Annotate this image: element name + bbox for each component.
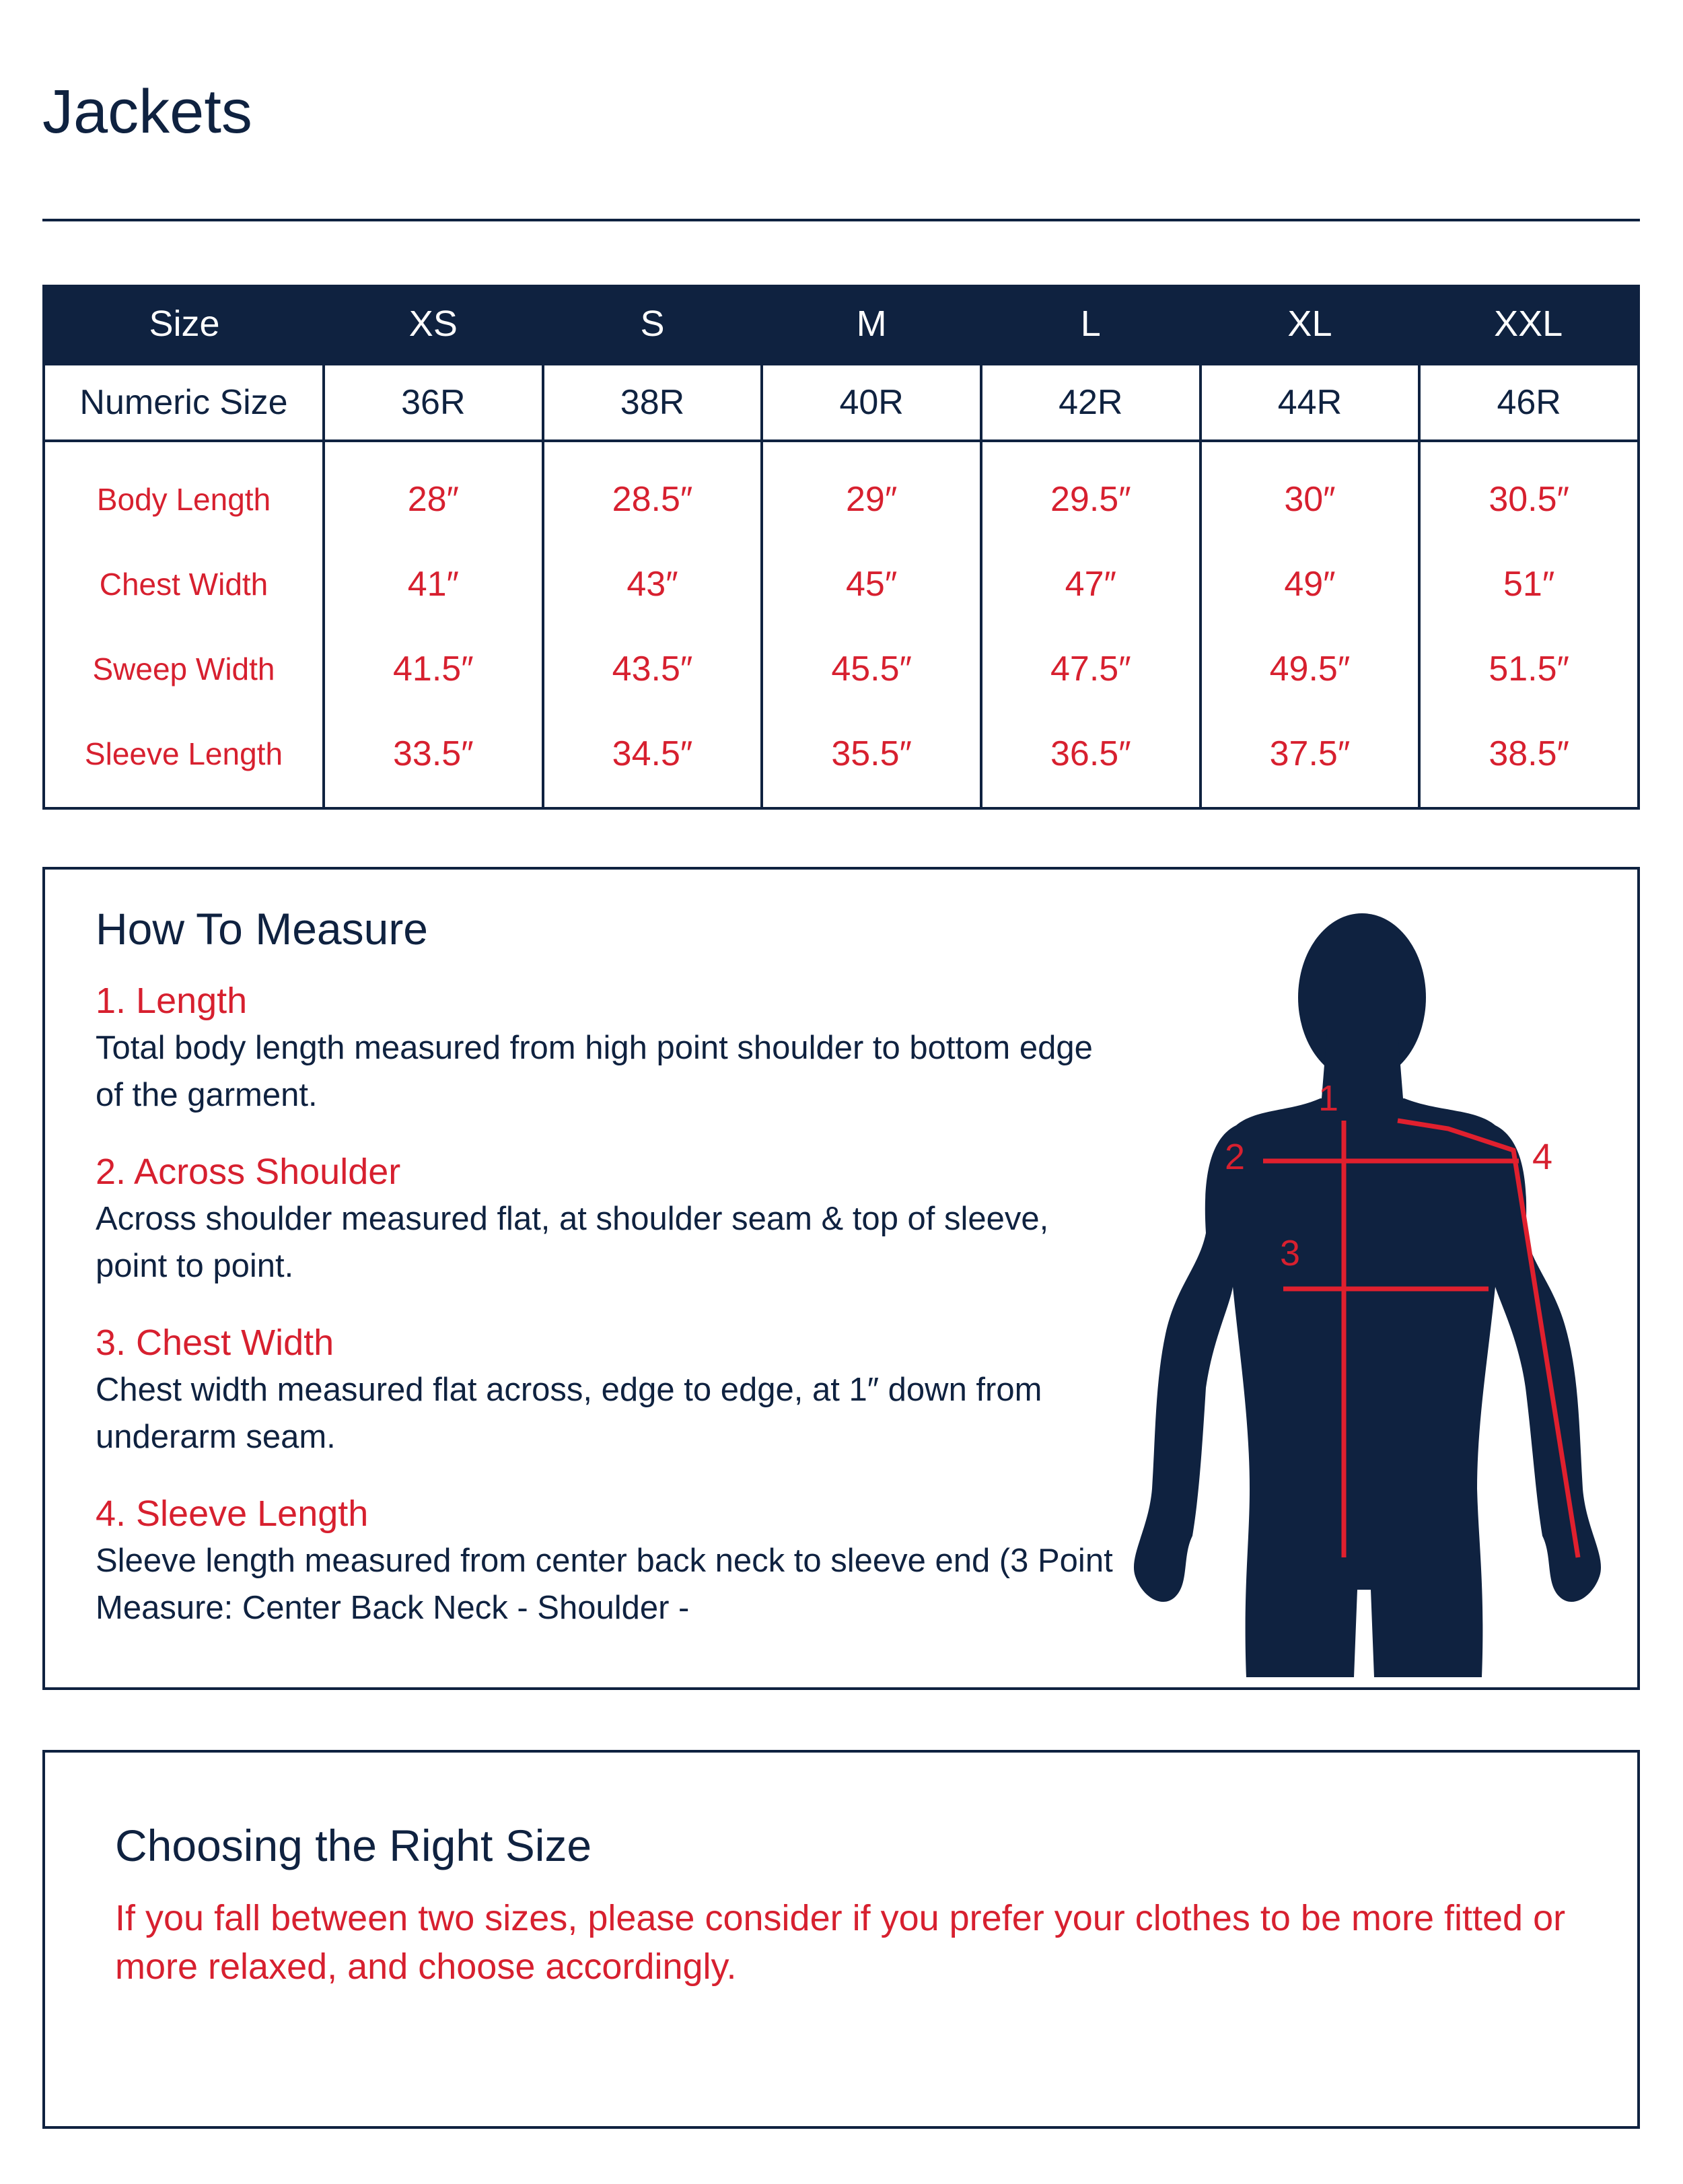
table-cell: 43″ xyxy=(543,542,762,627)
row-label: Body Length xyxy=(44,441,324,542)
row-label: Sweep Width xyxy=(44,627,324,711)
table-cell: 45.5″ xyxy=(762,627,981,711)
table-cell: 41.5″ xyxy=(324,627,543,711)
table-cell: 47″ xyxy=(981,542,1201,627)
row-label: Sleeve Length xyxy=(44,711,324,808)
measure-item-description: Sleeve length measured from center back neck to sleeve end (3 Point Measure: Center Back Neck - Shoulder - xyxy=(96,1543,1113,1626)
how-to-measure-heading: How To Measure xyxy=(96,904,429,954)
table-header-row xyxy=(44,285,1639,364)
measure-item-description: Total body length measured from high point shoulder to bottom edge of the garment. xyxy=(96,1030,1093,1113)
table-cell: 29.5″ xyxy=(981,441,1201,542)
how-to-measure-panel xyxy=(42,867,1640,1690)
table-cell: 41″ xyxy=(324,542,543,627)
measure-item-title: 3. Chest Width xyxy=(96,1323,334,1363)
measure-item-description: Chest width measured flat across, edge to edge, at 1″ down from underarm seam. xyxy=(96,1372,1042,1455)
table-row xyxy=(44,711,1639,808)
choosing-size-panel xyxy=(42,1750,1640,2129)
table-cell: 37.5″ xyxy=(1201,711,1420,808)
figure-label-shoulder: 2 xyxy=(1225,1137,1246,1177)
measure-item-description: Across shoulder measured flat, at shoulder seam & top of sleeve, point to point. xyxy=(96,1201,1049,1284)
table-row xyxy=(44,627,1639,711)
header-cell: XS xyxy=(324,285,543,364)
table-row xyxy=(44,441,1639,542)
figure-label-chest: 3 xyxy=(1280,1233,1301,1273)
measure-instructions-list xyxy=(96,977,1118,1661)
list-item xyxy=(96,1148,1118,1290)
table-cell: 40R xyxy=(762,364,981,441)
table-cell: 49″ xyxy=(1201,542,1420,627)
page-title: Jackets xyxy=(42,77,252,146)
table-cell: 36R xyxy=(324,364,543,441)
table-cell: 49.5″ xyxy=(1201,627,1420,711)
table-cell: 29″ xyxy=(762,441,981,542)
list-item xyxy=(96,977,1118,1119)
table-cell: 30.5″ xyxy=(1419,441,1639,542)
header-cell: L xyxy=(981,285,1201,364)
size-chart-table xyxy=(42,285,1640,810)
table-cell: 35.5″ xyxy=(762,711,981,808)
table-cell: 45″ xyxy=(762,542,981,627)
table-cell: 42R xyxy=(981,364,1201,441)
header-cell: XL xyxy=(1201,285,1420,364)
table-cell: 30″ xyxy=(1201,441,1420,542)
figure-label-length: 1 xyxy=(1318,1078,1339,1119)
header-cell: XXL xyxy=(1419,285,1639,364)
table-row xyxy=(44,542,1639,627)
body-measurement-figure xyxy=(1088,896,1653,1677)
measure-item-title: 2. Across Shoulder xyxy=(96,1152,401,1192)
table-cell: 33.5″ xyxy=(324,711,543,808)
table-cell: 38R xyxy=(543,364,762,441)
list-item xyxy=(96,1490,1118,1631)
table-cell: 51.5″ xyxy=(1419,627,1639,711)
torso-silhouette xyxy=(1134,913,1601,1677)
table-cell: 47.5″ xyxy=(981,627,1201,711)
header-cell: Size xyxy=(44,285,324,364)
header-cell: M xyxy=(762,285,981,364)
table-cell: 43.5″ xyxy=(543,627,762,711)
table-cell: 46R xyxy=(1419,364,1639,441)
choosing-size-heading: Choosing the Right Size xyxy=(115,1821,592,1870)
measure-item-title: 4. Sleeve Length xyxy=(96,1493,369,1534)
numeric-size-row xyxy=(44,364,1639,441)
header-cell: S xyxy=(543,285,762,364)
row-label: Numeric Size xyxy=(44,364,324,441)
table-cell: 44R xyxy=(1201,364,1420,441)
title-divider xyxy=(42,219,1640,221)
table-cell: 34.5″ xyxy=(543,711,762,808)
table-cell: 38.5″ xyxy=(1419,711,1639,808)
table-cell: 28″ xyxy=(324,441,543,542)
row-label: Chest Width xyxy=(44,542,324,627)
list-item xyxy=(96,1319,1118,1460)
choosing-size-text: If you fall between two sizes, please consider if you prefer your clothes to be more fitted or more relaxed, and choose accordingly. xyxy=(115,1898,1566,1987)
table-cell: 28.5″ xyxy=(543,441,762,542)
table-cell: 51″ xyxy=(1419,542,1639,627)
measure-item-title: 1. Length xyxy=(96,981,248,1021)
table-cell: 36.5″ xyxy=(981,711,1201,808)
figure-label-sleeve: 4 xyxy=(1532,1137,1553,1177)
